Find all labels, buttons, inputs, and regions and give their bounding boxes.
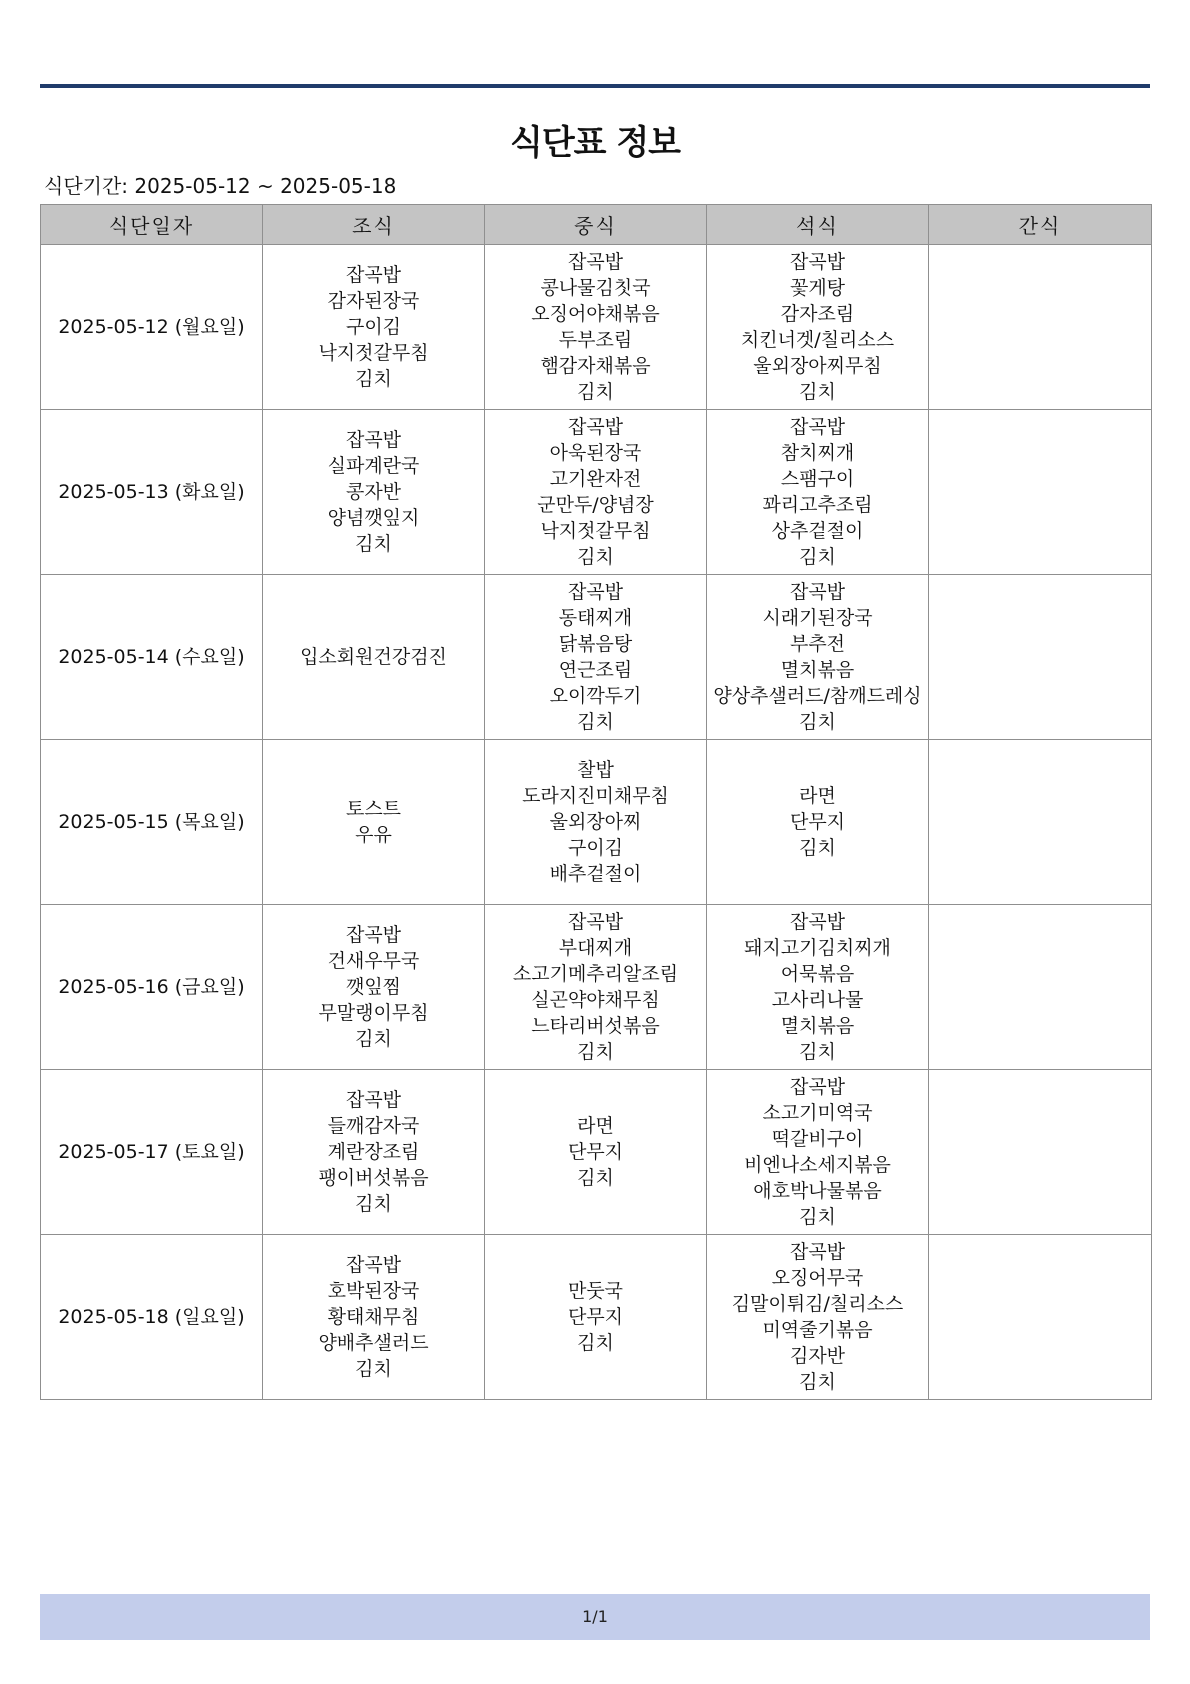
lunch-cell bbox=[485, 575, 707, 740]
menu-item: 김치 bbox=[577, 381, 614, 403]
menu-item: 돼지고기김치찌개 bbox=[744, 937, 891, 959]
menu-item: 콩나물김칫국 bbox=[540, 277, 651, 299]
breakfast-items bbox=[263, 644, 484, 670]
menu-item: 두부조림 bbox=[558, 329, 633, 351]
lunch-items bbox=[485, 909, 706, 1065]
menu-item: 김말이튀김/칠리소스 bbox=[731, 1293, 904, 1315]
menu-item: 김치 bbox=[577, 711, 614, 733]
date-cell: 2025-05-15 (목요일) bbox=[41, 740, 263, 905]
table-row bbox=[41, 1070, 1152, 1235]
menu-item: 건새우무국 bbox=[327, 950, 420, 972]
table-row bbox=[41, 740, 1152, 905]
lunch-items bbox=[485, 1113, 706, 1191]
lunch-items bbox=[485, 1278, 706, 1356]
menu-item: 잡곡밥 bbox=[345, 1089, 402, 1111]
menu-item: 부대찌개 bbox=[558, 937, 633, 959]
menu-item: 낙지젓갈무침 bbox=[540, 520, 651, 542]
menu-item: 구이김 bbox=[345, 316, 402, 338]
menu-item: 김치 bbox=[355, 368, 392, 390]
column-header-lunch: 중식 bbox=[485, 205, 707, 245]
menu-item: 김치 bbox=[355, 1358, 392, 1380]
snack-cell bbox=[929, 575, 1152, 740]
menu-item: 김치 bbox=[577, 1167, 614, 1189]
menu-item: 잡곡밥 bbox=[789, 1241, 846, 1263]
menu-item: 팽이버섯볶음 bbox=[318, 1167, 429, 1189]
column-header-snack: 간식 bbox=[929, 205, 1152, 245]
menu-item: 어묵볶음 bbox=[780, 963, 855, 985]
menu-item: 부추전 bbox=[789, 633, 846, 655]
menu-item: 도라지진미채무침 bbox=[522, 785, 669, 807]
menu-item: 잡곡밥 bbox=[567, 911, 624, 933]
menu-item: 잡곡밥 bbox=[345, 1254, 402, 1276]
menu-item: 시래기된장국 bbox=[762, 607, 873, 629]
date-cell: 2025-05-12 (월요일) bbox=[41, 245, 263, 410]
menu-item: 단무지 bbox=[567, 1306, 624, 1328]
menu-item: 콩자반 bbox=[345, 481, 402, 503]
menu-item: 고기완자전 bbox=[549, 468, 642, 490]
menu-item: 떡갈비구이 bbox=[771, 1128, 864, 1150]
menu-item: 잡곡밥 bbox=[345, 264, 402, 286]
menu-item: 느타리버섯볶음 bbox=[531, 1015, 660, 1037]
menu-item: 우유 bbox=[355, 824, 392, 846]
menu-item: 잡곡밥 bbox=[789, 911, 846, 933]
dinner-cell bbox=[707, 1235, 929, 1400]
breakfast-items bbox=[263, 427, 484, 557]
meal-period: 식단기간: 2025-05-12 ~ 2025-05-18 bbox=[44, 174, 397, 198]
menu-item: 잡곡밥 bbox=[567, 251, 624, 273]
dinner-items bbox=[707, 579, 928, 735]
snack-cell bbox=[929, 245, 1152, 410]
menu-item: 연근조림 bbox=[558, 659, 633, 681]
menu-item: 잡곡밥 bbox=[567, 581, 624, 603]
menu-item: 단무지 bbox=[789, 811, 846, 833]
menu-item: 군만두/양념장 bbox=[537, 494, 654, 516]
date-cell: 2025-05-16 (금요일) bbox=[41, 905, 263, 1070]
menu-item: 꽈리고추조림 bbox=[762, 494, 873, 516]
menu-item: 참치찌개 bbox=[780, 442, 855, 464]
menu-item: 김치 bbox=[577, 1041, 614, 1063]
lunch-cell bbox=[485, 905, 707, 1070]
menu-item: 치킨너겟/칠리소스 bbox=[740, 329, 895, 351]
menu-item: 호박된장국 bbox=[327, 1280, 420, 1302]
dinner-cell bbox=[707, 1070, 929, 1235]
lunch-items bbox=[485, 414, 706, 570]
table-row bbox=[41, 905, 1152, 1070]
menu-item: 김치 bbox=[799, 711, 836, 733]
menu-item: 고사리나물 bbox=[771, 989, 864, 1011]
menu-item: 만둣국 bbox=[567, 1280, 624, 1302]
snack-cell bbox=[929, 905, 1152, 1070]
menu-item: 소고기메추리알조림 bbox=[512, 963, 679, 985]
snack-cell bbox=[929, 1235, 1152, 1400]
menu-item: 애호박나물볶음 bbox=[753, 1180, 882, 1202]
menu-item: 멸치볶음 bbox=[780, 659, 855, 681]
column-header-dinner: 석식 bbox=[707, 205, 929, 245]
top-rule bbox=[40, 84, 1150, 88]
lunch-cell bbox=[485, 740, 707, 905]
menu-item: 아욱된장국 bbox=[549, 442, 642, 464]
menu-item: 울외장아찌 bbox=[549, 811, 642, 833]
menu-item: 울외장아찌무침 bbox=[753, 355, 882, 377]
menu-item: 동태찌개 bbox=[558, 607, 633, 629]
menu-item: 오징어야채볶음 bbox=[531, 303, 660, 325]
date-cell: 2025-05-14 (수요일) bbox=[41, 575, 263, 740]
menu-item: 잡곡밥 bbox=[345, 924, 402, 946]
menu-item: 꽃게탕 bbox=[789, 277, 846, 299]
date-cell: 2025-05-18 (일요일) bbox=[41, 1235, 263, 1400]
lunch-cell bbox=[485, 245, 707, 410]
dinner-items bbox=[707, 1239, 928, 1395]
table-row bbox=[41, 245, 1152, 410]
menu-item: 김치 bbox=[355, 1193, 392, 1215]
page-title: 식단표 정보 bbox=[509, 123, 681, 163]
breakfast-items bbox=[263, 262, 484, 392]
menu-item: 실파계란국 bbox=[327, 455, 420, 477]
lunch-items bbox=[485, 579, 706, 735]
breakfast-items bbox=[263, 1087, 484, 1217]
menu-item: 계란장조림 bbox=[327, 1141, 420, 1163]
menu-item: 구이김 bbox=[567, 837, 624, 859]
menu-item: 찰밥 bbox=[577, 759, 614, 781]
menu-item: 김자반 bbox=[789, 1345, 846, 1367]
table-row bbox=[41, 410, 1152, 575]
breakfast-cell bbox=[263, 410, 485, 575]
dinner-cell bbox=[707, 905, 929, 1070]
dinner-items bbox=[707, 1074, 928, 1230]
dinner-cell bbox=[707, 575, 929, 740]
date-cell: 2025-05-17 (토요일) bbox=[41, 1070, 263, 1235]
menu-item: 김치 bbox=[799, 1041, 836, 1063]
breakfast-cell bbox=[263, 1070, 485, 1235]
menu-item: 라면 bbox=[577, 1115, 614, 1137]
dinner-items bbox=[707, 414, 928, 570]
table-row bbox=[41, 575, 1152, 740]
dinner-items bbox=[707, 909, 928, 1065]
menu-item: 입소회원건강검진 bbox=[300, 646, 447, 668]
menu-item: 낙지젓갈무침 bbox=[318, 342, 429, 364]
page-number: 1/1 bbox=[582, 1607, 608, 1626]
menu-item: 김치 bbox=[577, 1332, 614, 1354]
dinner-items bbox=[707, 249, 928, 405]
lunch-items bbox=[485, 249, 706, 405]
menu-item: 김치 bbox=[355, 1028, 392, 1050]
breakfast-items bbox=[263, 922, 484, 1052]
menu-item: 감자조림 bbox=[780, 303, 855, 325]
menu-item: 황태채무침 bbox=[327, 1306, 420, 1328]
menu-item: 잡곡밥 bbox=[789, 251, 846, 273]
snack-cell bbox=[929, 410, 1152, 575]
menu-item: 단무지 bbox=[567, 1141, 624, 1163]
menu-item: 닭볶음탕 bbox=[558, 633, 633, 655]
menu-item: 김치 bbox=[577, 546, 614, 568]
menu-item: 비엔나소세지볶음 bbox=[744, 1154, 891, 1176]
meal-table bbox=[40, 204, 1152, 1400]
menu-item: 스팸구이 bbox=[780, 468, 855, 490]
breakfast-cell bbox=[263, 740, 485, 905]
menu-item: 양상추샐러드/참깨드레싱 bbox=[713, 685, 922, 707]
menu-item: 양배추샐러드 bbox=[318, 1332, 429, 1354]
column-header-date: 식단일자 bbox=[41, 205, 263, 245]
menu-item: 양념깻잎지 bbox=[327, 507, 420, 529]
lunch-cell bbox=[485, 1235, 707, 1400]
breakfast-cell bbox=[263, 1235, 485, 1400]
menu-item: 김치 bbox=[355, 533, 392, 555]
menu-item: 멸치볶음 bbox=[780, 1015, 855, 1037]
menu-item: 소고기미역국 bbox=[762, 1102, 873, 1124]
snack-cell bbox=[929, 1070, 1152, 1235]
menu-item: 깻잎찜 bbox=[345, 976, 402, 998]
menu-item: 배추겉절이 bbox=[549, 863, 642, 885]
dinner-cell bbox=[707, 740, 929, 905]
breakfast-items bbox=[263, 796, 484, 848]
menu-item: 김치 bbox=[799, 381, 836, 403]
breakfast-cell bbox=[263, 245, 485, 410]
menu-item: 잡곡밥 bbox=[789, 416, 846, 438]
date-cell: 2025-05-13 (화요일) bbox=[41, 410, 263, 575]
menu-item: 토스트 bbox=[345, 798, 402, 820]
menu-item: 김치 bbox=[799, 1371, 836, 1393]
breakfast-cell bbox=[263, 905, 485, 1070]
dinner-items bbox=[707, 783, 928, 861]
column-header-breakfast: 조식 bbox=[263, 205, 485, 245]
snack-cell bbox=[929, 740, 1152, 905]
lunch-cell bbox=[485, 410, 707, 575]
menu-item: 미역줄기볶음 bbox=[762, 1319, 873, 1341]
menu-item: 라면 bbox=[799, 785, 836, 807]
menu-item: 잡곡밥 bbox=[789, 581, 846, 603]
menu-item: 잡곡밥 bbox=[789, 1076, 846, 1098]
menu-item: 오징어무국 bbox=[771, 1267, 864, 1289]
footer-bar bbox=[40, 1594, 1150, 1640]
menu-item: 햄감자채볶음 bbox=[540, 355, 651, 377]
lunch-items bbox=[485, 757, 706, 887]
menu-item: 오이깍두기 bbox=[549, 685, 642, 707]
dinner-cell bbox=[707, 245, 929, 410]
menu-item: 실곤약야채무침 bbox=[531, 989, 660, 1011]
dinner-cell bbox=[707, 410, 929, 575]
menu-item: 무말랭이무침 bbox=[318, 1002, 429, 1024]
breakfast-cell bbox=[263, 575, 485, 740]
menu-item: 김치 bbox=[799, 546, 836, 568]
menu-item: 잡곡밥 bbox=[345, 429, 402, 451]
menu-item: 잡곡밥 bbox=[567, 416, 624, 438]
menu-item: 김치 bbox=[799, 837, 836, 859]
menu-item: 들깨감자국 bbox=[327, 1115, 420, 1137]
table-row bbox=[41, 1235, 1152, 1400]
menu-item: 감자된장국 bbox=[327, 290, 420, 312]
lunch-cell bbox=[485, 1070, 707, 1235]
menu-item: 상추겉절이 bbox=[771, 520, 864, 542]
table-body bbox=[41, 245, 1152, 1400]
table-header-row bbox=[41, 205, 1152, 245]
menu-item: 김치 bbox=[799, 1206, 836, 1228]
breakfast-items bbox=[263, 1252, 484, 1382]
